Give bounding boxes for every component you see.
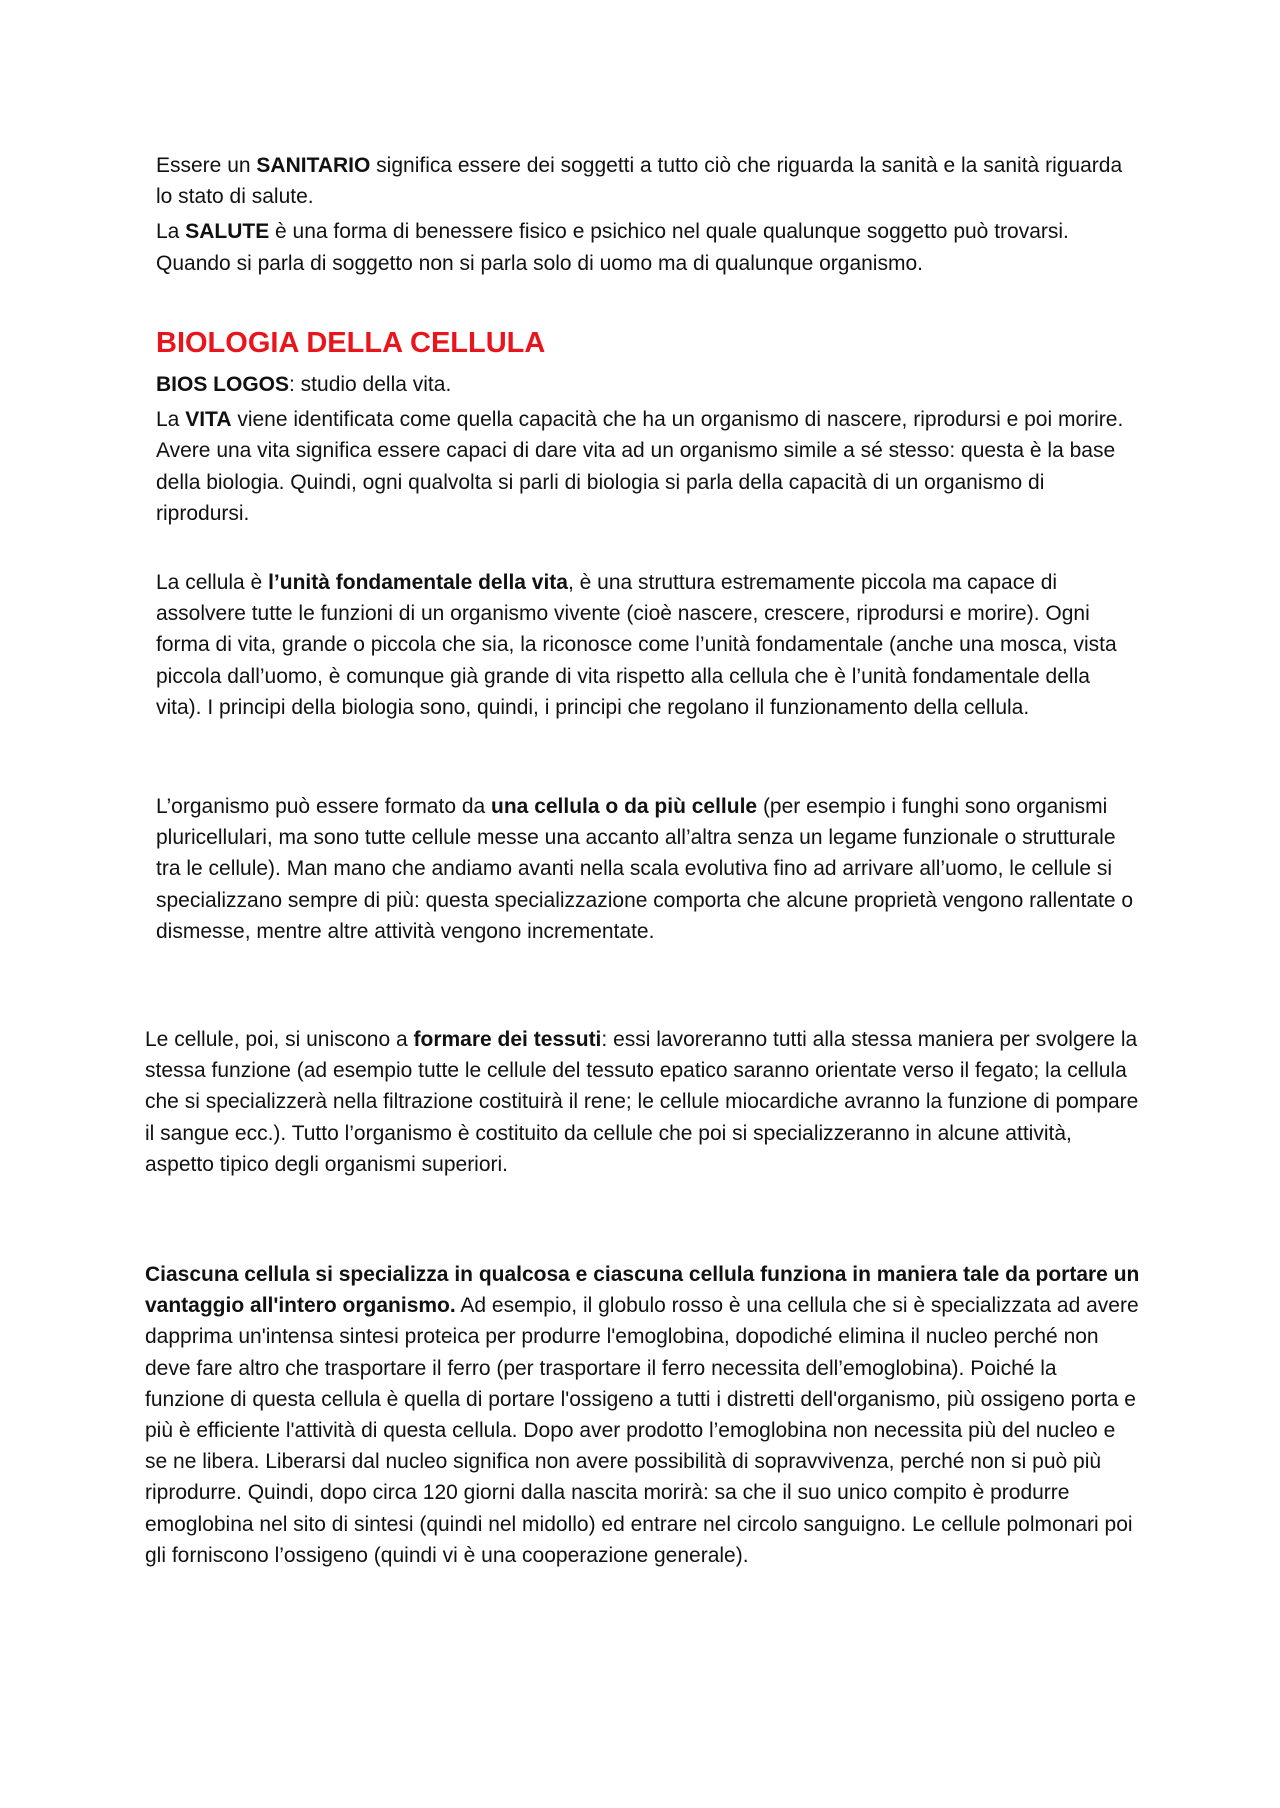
paragraph-bios-logos: BIOS LOGOS: studio della vita. — [156, 373, 452, 396]
definitions-block — [156, 369, 1136, 529]
paragraph-vita: La VITA viene identificata come quella capacità che ha un organismo di nascere, riprodursi e poi morire. Avere una vita significa essere capaci di dare vita ad un organismo simile a sé stesso: questa è la base della biologia. Quindi, ogni qualvolta si parli di biologia si parla della capacità di un organismo di riprodursi. — [156, 408, 1124, 525]
term-vita: VITA — [185, 408, 232, 432]
paragraph-salute: La SALUTE è una forma di benessere fisico e psichico nel quale qualunque soggetto può trovarsi. Quando si parla di soggetto non si parla solo di uomo ma di qualunque organismo. — [156, 220, 1069, 275]
term-formare-dei-tessuti: formare dei tessuti — [413, 1028, 602, 1051]
term-ciascuna-cellula: Ciascuna cellula si specializza in qualcosa e ciascuna cellula funziona in maniera tale da portare un vantaggio all'intero organismo. — [145, 1263, 1140, 1318]
intro-block — [156, 150, 1136, 279]
paragraph-specializzazione: Ciascuna cellula si specializza in qualcosa e ciascuna cellula funziona in maniera tale da portare un vantaggio all'intero organismo. Ad esempio, il globulo rosso è una cellula che si è specializzata ad avere dapprima un'intensa sintesi proteica per produrre l'emoglobina, dopodiché elimina il nucleo perché non deve fare altro che trasportare il ferro (per trasportare il ferro necessita dell’emoglobina). Poiché la funzione di questa cellula è quella di portare l'ossigeno a tutti i distretti dell'organismo, più ossigeno porta e più è efficiente l'attività di questa cellula. Dopo aver prodotto l’emoglobina non necessita più del nucleo e se ne libera. Liberarsi dal nucleo significa non avere possibilità di sopravvivenza, perché non si può più riprodurre. Quindi, dopo circa 120 giorni dalla nascita morirà: sa che il suo unico compito è produrre emoglobina nel sito di sintesi (quindi nel midollo) ed entrare nel circolo sanguigno. Le cellule polmonari poi gli forniscono l’ossigeno (quindi vi è una cooperazione generale). — [145, 1263, 1140, 1567]
term-una-o-piu-cellule: una cellula o da più cellule — [491, 795, 758, 818]
term-bios-logos: BIOS LOGOS — [156, 373, 290, 396]
term-salute: SALUTE — [185, 220, 270, 244]
paragraph-sanitario: Essere un SANITARIO significa essere dei soggetti a tutto ciò che riguarda la sanità e la sanità riguarda lo stato di salute. — [156, 154, 1123, 209]
paragraph-organismo: L’organismo può essere formato da una cellula o da più cellule (per esempio i funghi sono organismi pluricellulari, ma sono tutte cellule messe una accanto all’altra senza un legame funzionale o strutturale tra le cellule). Man mano che andiamo avanti nella scala evolutiva fino ad arrivare all’uomo, le cellule si specializzano sempre di più: questa specializzazione comporta che alcune proprietà vengono rallentate o dismesse, mentre altre attività vengono incrementate. — [156, 795, 1134, 943]
term-unita-fondamentale: l’unità fondamentale della vita — [268, 571, 568, 594]
paragraph-tessuti: Le cellule, poi, si uniscono a formare dei tessuti: essi lavoreranno tutti alla stessa maniera per svolgere la stessa funzione (ad esempio tutte le cellule del tessuto epatico saranno orientate verso il fegato; la cellula che si specializzerà nella filtrazione costituirà il rene; le cellule miocardiche avranno la funzione di pompare il sangue ecc.). Tutto l’organismo è costituito da cellule che poi si specializzeranno in alcune attività, aspetto tipico degli organismi superiori. — [145, 1028, 1139, 1176]
paragraph-cellula: La cellula è l’unità fondamentale della vita, è una struttura estremamente piccola ma capace di assolvere tutte le funzioni di un organismo vivente (cioè nascere, crescere, riprodursi e morire). Ogni forma di vita, grande o piccola che sia, la riconosce come l’unità fondamentale (anche una mosca, vista piccola dall’uomo, è comunque già grande di vita rispetto alla cellula che è l’unità fondamentale della vita). I principi della biologia sono, quindi, i principi che regolano il funzionamento della cellula. — [156, 571, 1117, 719]
section-heading: BIOLOGIA DELLA CELLULA — [156, 327, 546, 359]
term-sanitario: SANITARIO — [256, 154, 371, 177]
